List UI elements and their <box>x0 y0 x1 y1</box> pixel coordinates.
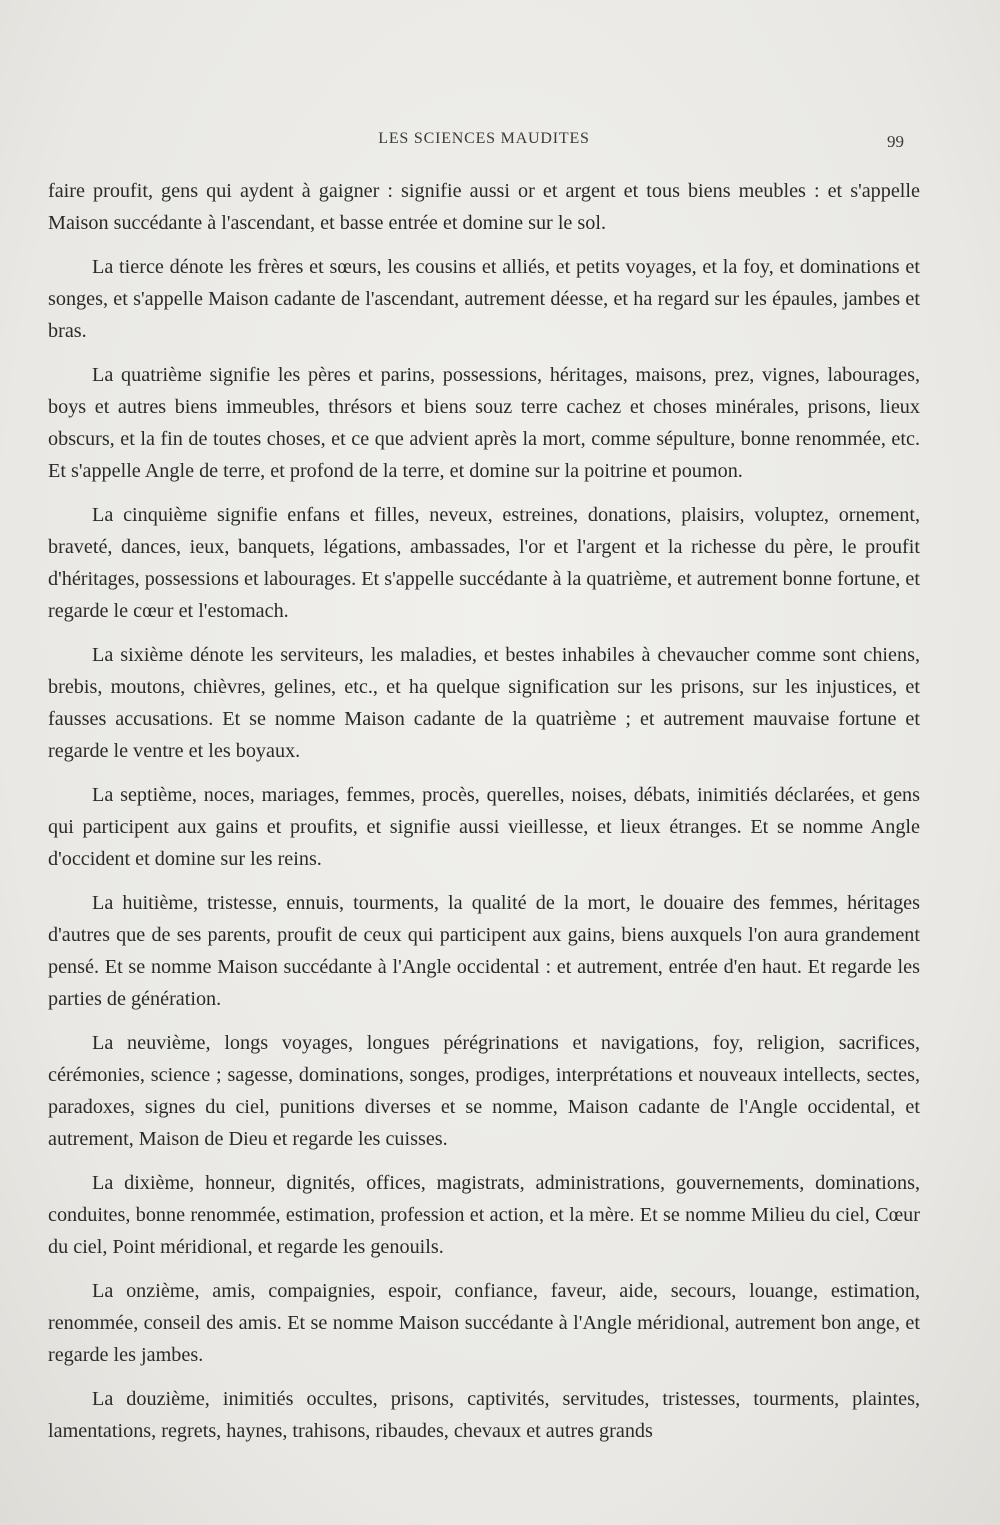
paragraph-ninth-house: La neuvième, longs voyages, longues pérégrinations et navigations, foy, religion, sacrifices, cérémonies, science ; sagesse, dominations, songes, prodiges, interprétations et nouveaux intellects, sectes, paradoxes, signes du ciel, punitions diverses et se nomme, Maison cadante de l'Angle occidental, et autrement, Maison de Dieu et regarde les cuisses. <box>48 1032 920 1150</box>
body-text <box>48 175 920 1459</box>
paragraph-seventh-house: La septième, noces, mariages, femmes, procès, querelles, noises, débats, inimitiés déclarées, et gens qui participent aux gains et proufits, et signifie aussi vieillesse, et lieux étranges. Et se nomme Angle d'occident et domine sur les reins. <box>48 784 920 870</box>
paragraph-third-house: La tierce dénote les frères et sœurs, les cousins et alliés, et petits voyages, et la foy, et dominations et songes, et s'appelle Maison cadante de l'ascendant, autrement déesse, et ha regard sur les épaules, jambes et bras. <box>48 256 920 342</box>
paragraph-tenth-house: La dixième, honneur, dignités, offices, magistrats, administrations, gouvernements, dominations, conduites, bonne renommée, estimation, profession et action, et la mère. Et se nomme Milieu du ciel, Cœur du ciel, Point méridional, et regarde les genouils. <box>48 1172 920 1258</box>
paragraph-sixth-house: La sixième dénote les serviteurs, les maladies, et bestes inhabiles à chevaucher comme sont chiens, brebis, moutons, chièvres, gelines, etc., et ha quelque signification sur les prisons, sur les injustices, et fausses accusations. Et se nomme Maison cadante de la quatrième ; et autrement mauvaise fortune et regarde le ventre et les boyaux. <box>48 644 920 762</box>
paragraph-eighth-house: La huitième, tristesse, ennuis, tourments, la qualité de la mort, le douaire des femmes, héritages d'autres que de ses parents, proufit de ceux qui participent aux gains, biens auxquels l'on aura grandement pensé. Et se nomme Maison succédante à l'Angle occidental : et autrement, entrée d'en haut. Et regarde les parties de génération. <box>48 892 920 1010</box>
page-number: 99 <box>887 132 904 151</box>
running-title: LES SCIENCES MAUDITES <box>378 130 590 147</box>
paragraph-eleventh-house: La onzième, amis, compaignies, espoir, confiance, faveur, aide, secours, louange, estimation, renommée, conseil des amis. Et se nomme Maison succédante à l'Angle méridional, autrement bon ange, et regarde les jambes. <box>48 1280 920 1366</box>
paragraph-fifth-house: La cinquième signifie enfans et filles, neveux, estreines, donations, plaisirs, voluptez, ornement, braveté, dances, ieux, banquets, légations, ambassades, l'or et l'argent et la richesse du père, le proufit d'héritages, possessions et labourages. Et s'appelle succédante à la quatrième, et autrement bonne fortune, et regarde le cœur et l'estomach. <box>48 504 920 622</box>
paragraph-fourth-house: La quatrième signifie les pères et parins, possessions, héritages, maisons, prez, vignes, labourages, boys et autres biens immeubles, thrésors et biens souz terre cachez et choses minérales, prisons, lieux obscurs, et la fin de toutes choses, et ce que advient après la mort, comme sépulture, bonne renommée, etc. Et s'appelle Angle de terre, et profond de la terre, et domine sur la poitrine et poumon. <box>48 364 920 482</box>
paragraph-continuation: faire proufit, gens qui aydent à gaigner : signifie aussi or et argent et tous biens meubles : et s'appelle Maison succédante à l'ascendant, et basse entrée et domine sur le sol. <box>48 180 920 234</box>
paragraph-twelfth-house: La douzième, inimitiés occultes, prisons, captivités, servitudes, tristesses, tourments, plaintes, lamentations, regrets, haynes, trahisons, ribaudes, chevaux et autres grands <box>48 1388 920 1442</box>
running-head <box>48 130 920 154</box>
